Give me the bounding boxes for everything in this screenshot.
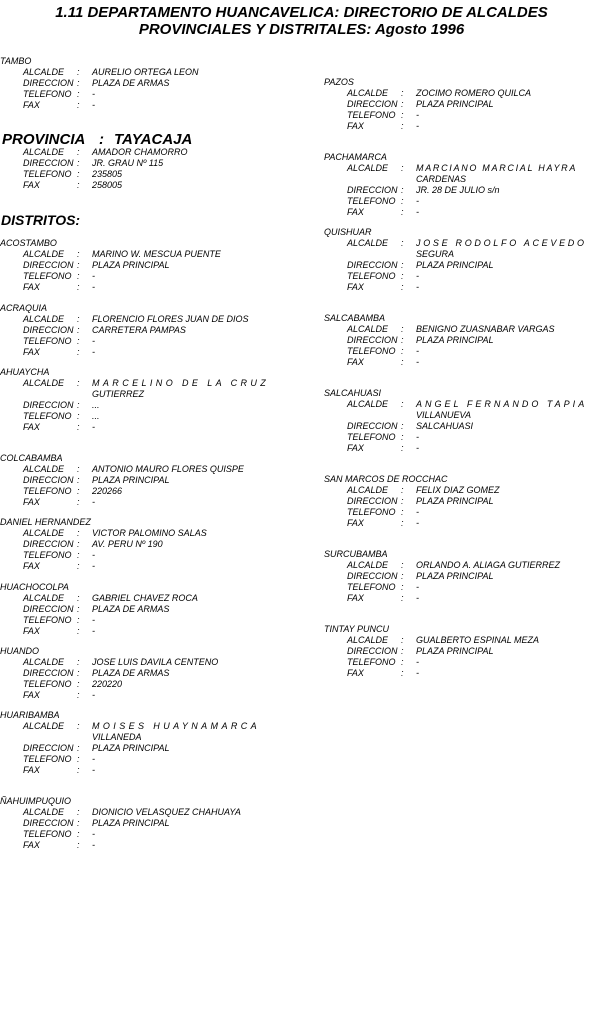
district-name: DANIEL HERNANDEZ [0, 517, 91, 527]
telefono-row: TELEFONO : - [324, 432, 603, 443]
district-tintay-puncu [324, 624, 603, 679]
telefono-value: 235805 [92, 169, 123, 179]
fax-row: FAX : 258005 [0, 180, 290, 191]
alcalde-value: BENIGNO ZUASNABAR VARGAS [416, 324, 555, 334]
district-san-marcos-de-rocchac [324, 474, 603, 529]
telefono-value: - [92, 550, 95, 560]
direccion-row: DIRECCION : PLAZA PRINCIPAL [324, 99, 603, 110]
alcalde-row-cont [324, 174, 603, 185]
alcalde-row: ALCALDE : FLORENCIO FLORES JUAN DE DIOS [0, 314, 290, 325]
direccion-value: PLAZA PRINCIPAL [92, 475, 170, 485]
district-surcubamba [324, 549, 603, 604]
fax-row: FAX : - [0, 497, 290, 508]
province-label: PROVINCIA [2, 131, 86, 148]
fax-value: - [92, 840, 95, 850]
telefono-value: - [92, 829, 95, 839]
district-name: PACHAMARCA [324, 152, 387, 162]
telefono-value: - [416, 432, 419, 442]
district-name: SALCAHUASI [324, 388, 382, 398]
alcalde-value: FLORENCIO FLORES JUAN DE DIOS [92, 314, 249, 324]
direccion-value: PLAZA DE ARMAS [92, 668, 170, 678]
direccion-row: DIRECCION : PLAZA PRINCIPAL [324, 646, 603, 657]
telefono-value: 220220 [92, 679, 123, 689]
district-huando [0, 646, 290, 701]
fax-value: - [92, 561, 95, 571]
alcalde-value: MOISES HUAYNAMARCA [92, 721, 261, 731]
alcalde-value: GUALBERTO ESPINAL MEZA [416, 635, 540, 645]
fax-value: 258005 [92, 180, 123, 190]
direccion-value: ... [92, 400, 100, 410]
fax-value: - [92, 497, 95, 507]
district-pazos [324, 77, 603, 132]
alcalde-row: ALCALDE : AMADOR CHAMORRO [0, 147, 290, 158]
alcalde-row: ALCALDE : VICTOR PALOMINO SALAS [0, 528, 290, 539]
alcalde-row-cont [324, 410, 603, 421]
direccion-value: AV. PERU Nº 190 [92, 539, 163, 549]
fax-row: FAX : - [0, 690, 290, 701]
telefono-value: - [92, 754, 95, 764]
direccion-row: DIRECCION : PLAZA PRINCIPAL [324, 496, 603, 507]
direccion-value: PLAZA DE ARMAS [92, 604, 170, 614]
fax-value: - [92, 690, 95, 700]
page-title-line-1: 1.11 DEPARTAMENTO HUANCAVELICA: DIRECTORIO DE ALCALDES [55, 4, 548, 21]
district-name: PAZOS [324, 77, 354, 87]
fax-row: FAX : - [0, 100, 290, 111]
direccion-row: DIRECCION : PLAZA PRINCIPAL [324, 260, 603, 271]
fax-value: - [92, 347, 95, 357]
fax-value: - [416, 593, 419, 603]
alcalde-value: MARCIANO MARCIAL HAYRA [416, 163, 578, 173]
fax-value: - [92, 765, 95, 775]
left-column [0, 0, 300, 1021]
telefono-row: TELEFONO : ... [0, 411, 290, 422]
alcalde-row: ALCALDE : DIONICIO VELASQUEZ CHAHUAYA [0, 807, 290, 818]
telefono-row: TELEFONO : - [324, 507, 603, 518]
district-ahuaycha [0, 367, 290, 433]
district-pachamarca [324, 152, 603, 218]
fax-value: - [92, 282, 95, 292]
alcalde-row: ALCALDE : ORLANDO A. ALIAGA GUTIERREZ [324, 560, 603, 571]
district-name: TINTAY PUNCU [324, 624, 390, 634]
alcalde-value-cont: SEGURA [416, 249, 455, 259]
fax-row: FAX : - [0, 422, 290, 433]
alcalde-row: ALCALDE : BENIGNO ZUASNABAR VARGAS [324, 324, 603, 335]
fax-row: FAX : - [324, 282, 603, 293]
telefono-value: - [416, 346, 419, 356]
fax-row: FAX : - [0, 626, 290, 637]
direccion-row: DIRECCION : PLAZA DE ARMAS [0, 78, 290, 89]
fax-value: - [416, 357, 419, 367]
fax-row: FAX : - [324, 443, 603, 454]
district-acraquia [0, 303, 290, 358]
fax-row: FAX : - [0, 347, 290, 358]
district-salcabamba [324, 313, 603, 368]
district-name: HUACHOCOLPA [0, 582, 69, 592]
telefono-value: - [92, 615, 95, 625]
district-name: TAMBO [0, 56, 32, 66]
district-huaribamba [0, 710, 290, 776]
telefono-value: - [416, 657, 419, 667]
telefono-row: TELEFONO : - [0, 336, 290, 347]
alcalde-value-cont: VILLANUEVA [416, 410, 472, 420]
direccion-value: PLAZA PRINCIPAL [92, 260, 170, 270]
direccion-value: JR. 28 DE JULIO s/n [416, 185, 500, 195]
telefono-row: TELEFONO : - [324, 582, 603, 593]
district-name: SAN MARCOS DE ROCCHAC [324, 474, 448, 484]
fax-value: - [416, 443, 419, 453]
direccion-value: PLAZA PRINCIPAL [416, 99, 494, 109]
district-name: COLCABAMBA [0, 453, 63, 463]
fax-row: FAX : - [0, 561, 290, 572]
alcalde-value: MARINO W. MESCUA PUENTE [92, 249, 221, 259]
telefono-row: TELEFONO : - [0, 615, 290, 626]
direccion-row: DIRECCION : PLAZA PRINCIPAL [0, 743, 290, 754]
fax-row: FAX : - [0, 765, 290, 776]
alcalde-row: ALCALDE : ANTONIO MAURO FLORES QUISPE [0, 464, 290, 475]
direccion-value: SALCAHUASI [416, 421, 474, 431]
alcalde-row: ALCALDE : MARCIANO MARCIAL HAYRA [324, 163, 603, 174]
direccion-value: PLAZA PRINCIPAL [416, 496, 494, 506]
direccion-value: PLAZA PRINCIPAL [416, 335, 494, 345]
direccion-row: DIRECCION : CARRETERA PAMPAS [0, 325, 290, 336]
district-name: AHUAYCHA [0, 367, 50, 377]
direccion-row: DIRECCION : ... [0, 400, 290, 411]
alcalde-value: AMADOR CHAMORRO [92, 147, 188, 157]
telefono-row: TELEFONO : - [324, 110, 603, 121]
telefono-value: - [92, 336, 95, 346]
telefono-value: ... [92, 411, 100, 421]
fax-value: - [416, 121, 419, 131]
direccion-row: DIRECCION : PLAZA DE ARMAS [0, 668, 290, 679]
alcalde-row: ALCALDE : JOSE LUIS DAVILA CENTENO [0, 657, 290, 668]
telefono-value: - [416, 271, 419, 281]
alcalde-row: ALCALDE : MOISES HUAYNAMARCA [0, 721, 290, 732]
direccion-row: DIRECCION : PLAZA PRINCIPAL [324, 335, 603, 346]
fax-value: - [92, 626, 95, 636]
telefono-row: TELEFONO : 235805 [0, 169, 290, 180]
alcalde-row: ALCALDE : AURELIO ORTEGA LEON [0, 67, 290, 78]
direccion-row: DIRECCION : PLAZA PRINCIPAL [0, 260, 290, 271]
fax-row: FAX : - [324, 121, 603, 132]
telefono-row: TELEFONO : - [324, 271, 603, 282]
direccion-row: DIRECCION : SALCAHUASI [324, 421, 603, 432]
telefono-value: - [416, 196, 419, 206]
alcalde-row-cont [0, 732, 290, 743]
telefono-row: TELEFONO : - [0, 550, 290, 561]
province-colon: : [99, 131, 104, 148]
telefono-row: TELEFONO : - [0, 89, 290, 100]
district-colcabamba [0, 453, 290, 508]
alcalde-value: DIONICIO VELASQUEZ CHAHUAYA [92, 807, 241, 817]
fax-value: - [416, 207, 419, 217]
fax-row: FAX : - [324, 207, 603, 218]
direccion-value: PLAZA PRINCIPAL [92, 818, 170, 828]
district-name: HUARIBAMBA [0, 710, 60, 720]
fax-value: - [92, 100, 95, 110]
fax-value: - [416, 282, 419, 292]
telefono-row: TELEFONO : - [0, 271, 290, 282]
telefono-row: TELEFONO : 220220 [0, 679, 290, 690]
district-name: ÑAHUIMPUQUIO [0, 796, 72, 806]
page-title-line-2: PROVINCIALES Y DISTRITALES: Agosto 1996 [138, 21, 465, 38]
alcalde-value: ANGEL FERNANDO TAPIA [416, 399, 588, 409]
district-salcahuasi [324, 388, 603, 454]
alcalde-row: ALCALDE : FELIX DIAZ GOMEZ [324, 485, 603, 496]
telefono-row: TELEFONO : - [324, 196, 603, 207]
direccion-value: JR. GRAU Nº 115 [92, 158, 164, 168]
alcalde-row-cont [0, 389, 290, 400]
telefono-row: TELEFONO : - [324, 346, 603, 357]
telefono-row: TELEFONO : - [324, 657, 603, 668]
district-name: QUISHUAR [324, 227, 372, 237]
alcalde-value: VICTOR PALOMINO SALAS [92, 528, 207, 538]
fax-row: FAX : - [324, 668, 603, 679]
direccion-value: PLAZA PRINCIPAL [416, 646, 494, 656]
alcalde-row: ALCALDE : ZOCIMO ROMERO QUILCA [324, 88, 603, 99]
alcalde-value: ANTONIO MAURO FLORES QUISPE [92, 464, 244, 474]
direccion-row: DIRECCION : PLAZA PRINCIPAL [324, 571, 603, 582]
telefono-row: TELEFONO : 220266 [0, 486, 290, 497]
fax-row: FAX : - [0, 282, 290, 293]
direccion-row: DIRECCION : PLAZA PRINCIPAL [0, 475, 290, 486]
alcalde-value: FELIX DIAZ GOMEZ [416, 485, 500, 495]
district-name: SURCUBAMBA [324, 549, 388, 559]
alcalde-value: JOSE LUIS DAVILA CENTENO [92, 657, 219, 667]
fax-value: - [416, 668, 419, 678]
fax-row: FAX : - [324, 357, 603, 368]
direccion-row: DIRECCION : PLAZA PRINCIPAL [0, 818, 290, 829]
telefono-value: - [416, 582, 419, 592]
direccion-row: DIRECCION : JR. GRAU Nº 115 [0, 158, 290, 169]
alcalde-value: JOSE RODOLFO ACEVEDO [416, 238, 587, 248]
fax-row: FAX : - [324, 593, 603, 604]
district-name: SALCABAMBA [324, 313, 386, 323]
telefono-value: - [92, 89, 95, 99]
direccion-row: DIRECCION : JR. 28 DE JULIO s/n [324, 185, 603, 196]
district-acostambo [0, 238, 290, 293]
telefono-value: - [416, 507, 419, 517]
alcalde-row: ALCALDE : ANGEL FERNANDO TAPIA [324, 399, 603, 410]
alcalde-row: ALCALDE : MARCELINO DE LA CRUZ [0, 378, 290, 389]
telefono-row: TELEFONO : - [0, 829, 290, 840]
direccion-value: PLAZA PRINCIPAL [416, 571, 494, 581]
fax-row: FAX : - [324, 518, 603, 529]
district-quishuar [324, 227, 603, 293]
alcalde-value-cont: CARDENAS [416, 174, 467, 184]
alcalde-value-cont: GUTIERREZ [92, 389, 145, 399]
district-nahuimpuquio [0, 796, 290, 851]
telefono-value: - [416, 110, 419, 120]
alcalde-row: ALCALDE : MARINO W. MESCUA PUENTE [0, 249, 290, 260]
alcalde-value: MARCELINO DE LA CRUZ [92, 378, 270, 388]
district-name: ACRAQUIA [0, 303, 48, 313]
fax-row: FAX : - [0, 840, 290, 851]
province-name: TAYACAJA [114, 131, 193, 148]
alcalde-value: ZOCIMO ROMERO QUILCA [416, 88, 532, 98]
alcalde-value: AURELIO ORTEGA LEON [92, 67, 199, 77]
telefono-value: - [92, 271, 95, 281]
direccion-value: CARRETERA PAMPAS [92, 325, 186, 335]
alcalde-value-cont: VILLANEDA [92, 732, 142, 742]
direccion-value: PLAZA DE ARMAS [92, 78, 170, 88]
fax-value: - [92, 422, 95, 432]
alcalde-row: ALCALDE : GABRIEL CHAVEZ ROCA [0, 593, 290, 604]
alcalde-row: ALCALDE : JOSE RODOLFO ACEVEDO [324, 238, 603, 249]
direccion-row: DIRECCION : PLAZA DE ARMAS [0, 604, 290, 615]
alcalde-row-cont [324, 249, 603, 260]
district-huachocolpa [0, 582, 290, 637]
direccion-value: PLAZA PRINCIPAL [416, 260, 494, 270]
alcalde-value: GABRIEL CHAVEZ ROCA [92, 593, 198, 603]
direccion-row: DIRECCION : AV. PERU Nº 190 [0, 539, 290, 550]
telefono-row: TELEFONO : - [0, 754, 290, 765]
district-daniel-hernandez [0, 517, 290, 572]
right-column [324, 0, 603, 1021]
alcalde-row: ALCALDE : GUALBERTO ESPINAL MEZA [324, 635, 603, 646]
direccion-value: PLAZA PRINCIPAL [92, 743, 170, 753]
districts-heading: DISTRITOS: [1, 212, 81, 228]
alcalde-value: ORLANDO A. ALIAGA GUTIERREZ [416, 560, 561, 570]
district-name: HUANDO [0, 646, 40, 656]
fax-value: - [416, 518, 419, 528]
district-name: ACOSTAMBO [0, 238, 57, 248]
telefono-value: 220266 [92, 486, 123, 496]
